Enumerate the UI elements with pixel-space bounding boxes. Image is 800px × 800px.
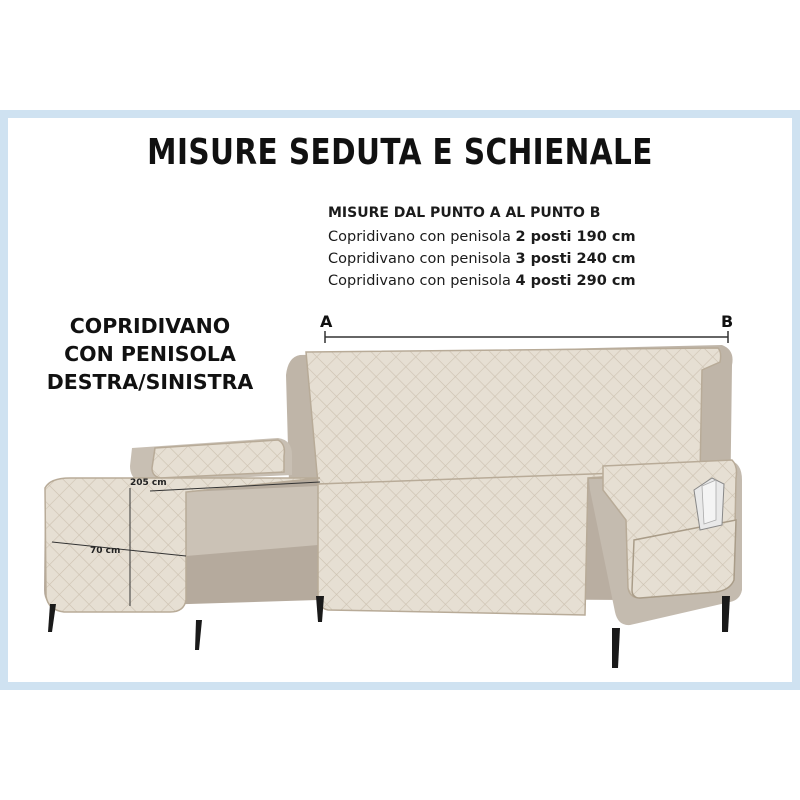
chaise-length-label: 205 cm [130, 478, 167, 488]
product-type-line: DESTRA/SINISTRA [46, 370, 254, 394]
measure-row-prefix: Copridivano con penisola [328, 273, 516, 289]
a-b-dimension-line [325, 331, 728, 343]
measures-header: MISURE DAL PUNTO A AL PUNTO B [328, 205, 601, 221]
chaise-width-label: 70 cm [90, 546, 121, 556]
measure-row-size: 2 posti 190 cm [515, 229, 636, 245]
measure-row-size: 3 posti 240 cm [515, 251, 636, 267]
product-type-line: COPRIDIVANO [69, 314, 231, 338]
point-a-label: A [320, 312, 333, 331]
product-type-line: CON PENISOLA [64, 342, 236, 366]
point-b-label: B [721, 312, 734, 331]
measure-row-prefix: Copridivano con penisola [328, 229, 516, 245]
measure-row-size: 4 posti 290 cm [515, 273, 636, 289]
measure-row-prefix: Copridivano con penisola [328, 251, 516, 267]
page-title: MISURE SEDUTA E SCHIENALE [147, 132, 653, 173]
